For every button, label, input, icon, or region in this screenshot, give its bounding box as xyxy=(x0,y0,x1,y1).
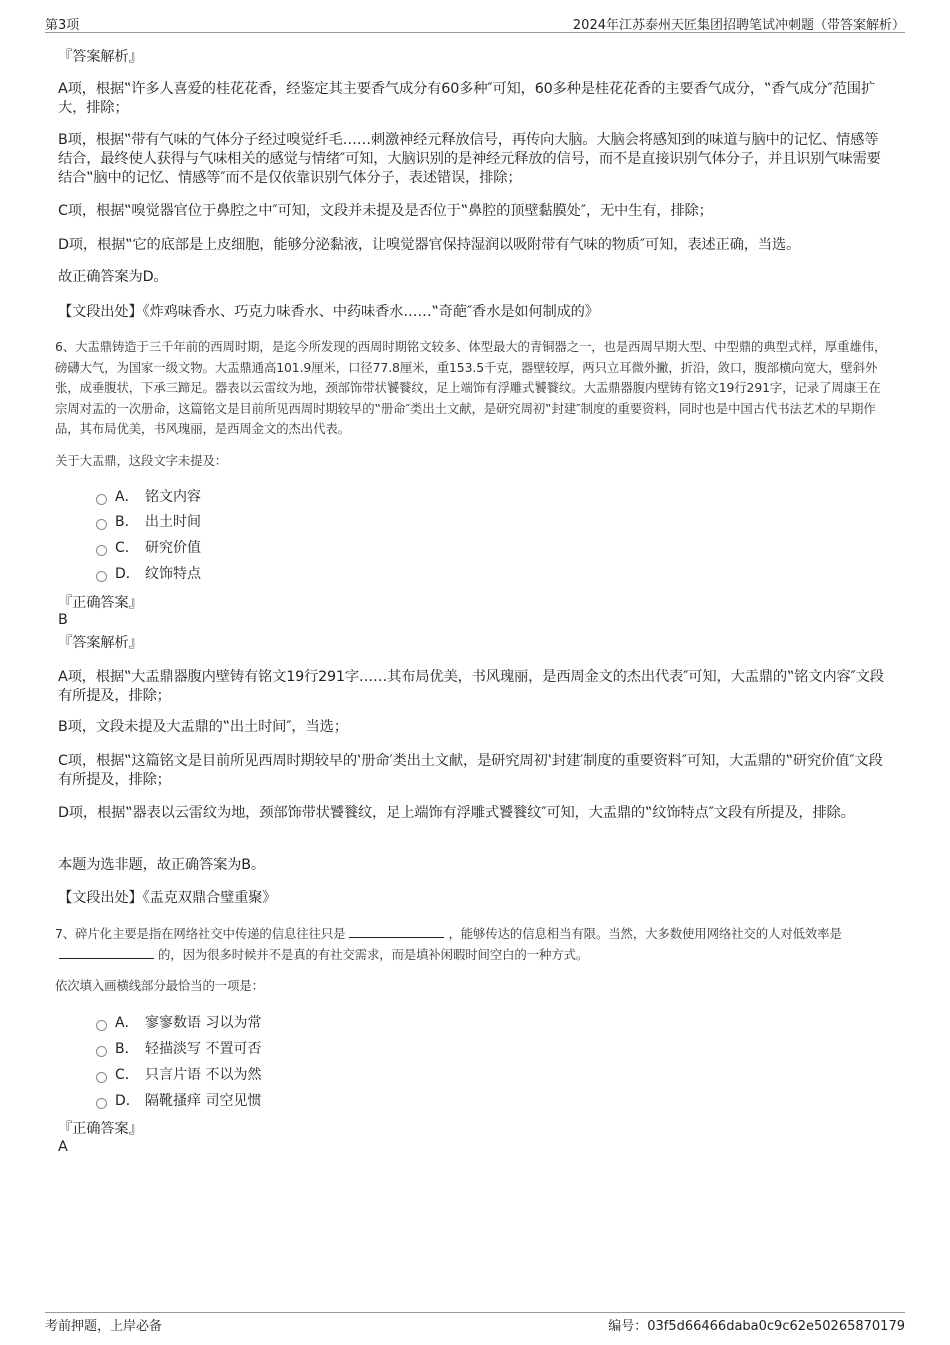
radio-icon[interactable] xyxy=(96,1046,107,1057)
analysis-a: A项，根据‟大盂鼎器腹内壁铸有铭文19行291字……其布局优美，书风瑰丽，是西周金文的杰出代表″可知，大盂鼎的‟铭文内容″文段有所提及，排除； xyxy=(58,669,884,704)
option-a[interactable]: A． 寥寥数语 习以为常 xyxy=(96,1014,261,1032)
analysis-b: B项，文段未提及大盂鼎的‟出土时间″，当选； xyxy=(58,719,348,735)
document-id: 编号：03f5d66466daba0c9c62e50265870179 xyxy=(608,1319,905,1334)
answer-heading: 『正确答案』 xyxy=(58,595,143,611)
option-d[interactable]: D． 纹饰特点 xyxy=(96,565,201,583)
question-6-prompt: 关于大盂鼎，这段文字未提及： xyxy=(55,453,228,468)
radio-icon[interactable] xyxy=(96,545,107,556)
analysis-heading: 『答案解析』 xyxy=(58,635,143,651)
option-b[interactable]: B． 出土时间 xyxy=(96,513,201,531)
document-title: 2024年江苏泰州天匠集团招聘笔试冲刺题（带答案解析） xyxy=(572,18,905,33)
analysis-c: C项，根据‟这篇铭文是目前所见西周时期较早的‛册命′类出土文献，是研究周初‛封建′制度的重要资料″可知，大盂鼎的‟研究价值″文段有所提及，排除； xyxy=(58,753,883,788)
answer-heading: 『正确答案』 xyxy=(58,1121,143,1137)
question-7-prompt: 依次填入画横线部分最恰当的一项是： xyxy=(55,978,264,993)
page-header xyxy=(45,14,905,33)
radio-icon[interactable] xyxy=(96,1020,107,1031)
question-7-stem: 7、碎片化主要是指在网络社交中传递的信息往往只是 ，能够传达的信息相当有限。当然，大多数使用网络社交的人对低效率是的，因为很多时候并不是真的有社交需求，而是填补闲暇时间空白的一种方式。 xyxy=(55,926,842,962)
analysis-a: A项，根据‟许多人喜爱的桂花花香，经鉴定其主要香气成分有60多种″可知，60多种是桂花花香的主要香气成分，‟香气成分″范围扩大，排除； xyxy=(58,81,875,116)
radio-icon[interactable] xyxy=(96,571,107,582)
page-number: 第3项 xyxy=(45,18,80,33)
radio-icon[interactable] xyxy=(96,1072,107,1083)
blank-line xyxy=(349,925,444,938)
analysis-heading: 『答案解析』 xyxy=(58,49,143,65)
option-a[interactable]: A． 铭文内容 xyxy=(96,488,201,506)
answer-value: B xyxy=(58,612,68,628)
page-footer xyxy=(45,1312,905,1334)
analysis-conclusion: 本题为选非题，故正确答案为B。 xyxy=(58,857,265,873)
radio-icon[interactable] xyxy=(96,494,107,505)
analysis-d: D项，根据‟它的底部是上皮细胞，能够分泌黏液，让嗅觉器官保持湿润以吸附带有气味的物质″可知，表述正确，当选。 xyxy=(58,237,801,253)
question-6-stem: 6、大盂鼎铸造于三千年前的西周时期，是迄今所发现的西周时期铭文较多、体型最大的青铜器之一，也是西周早期大型、中型鼎的典型式样，厚重雄伟，磅礴大气，为国家一级文物。大盂鼎通高101.9厘米，口径77.8厘米，重153.5千克，器壁较厚，两只立耳微外撇，折沿，敛口，腹部横向宽大，壁斜外张，成垂腹状，下承三蹄足。器表以云雷纹为地，颈部饰带状饕餮纹，足上端饰有浮雕式饕餮纹。大盂鼎器腹内壁铸有铭文19行291字，记录了周康王在宗周对盂的一次册命，这篇铭文是目前所见西周时期较早的‟册命″类出土文献，是研究周初‟封建″制度的重要资料，同时也是中国古代书法艺术的早期作品，其布局优美，书风瑰丽，是西周金文的杰出代表。 xyxy=(55,339,887,436)
blank-line xyxy=(59,946,154,959)
option-c[interactable]: C． 只言片语 不以为然 xyxy=(96,1066,261,1084)
option-b[interactable]: B． 轻描淡写 不置可否 xyxy=(96,1040,261,1058)
radio-icon[interactable] xyxy=(96,1098,107,1109)
answer-value: A xyxy=(58,1139,68,1155)
analysis-b: B项，根据‟带有气味的气体分子经过嗅觉纤毛……刺激神经元释放信号，再传向大脑。大脑会将感知到的味道与脑中的记忆、情感等结合，最终使人获得与气味相关的感觉与情绪″可知，大脑识别的是神经元释放的信号，而不是直接识别气体分子，并且识别气味需要结合‟脑中的记忆、情感等″而不是仅依靠识别气体分子，表述错误，排除； xyxy=(58,132,881,186)
analysis-conclusion: 故正确答案为D。 xyxy=(58,269,168,285)
analysis-d: D项，根据‟器表以云雷纹为地，颈部饰带状饕餮纹，足上端饰有浮雕式饕餮纹″可知，大盂鼎的‟纹饰特点″文段有所提及，排除。 xyxy=(58,805,855,821)
radio-icon[interactable] xyxy=(96,519,107,530)
footer-slogan: 考前押题，上岸必备 xyxy=(45,1319,163,1334)
option-c[interactable]: C． 研究价值 xyxy=(96,539,201,557)
text-source: 【文段出处】《盂克双鼎合璧重聚》 xyxy=(58,890,277,906)
option-d[interactable]: D． 隔靴搔痒 司空见惯 xyxy=(96,1092,261,1110)
text-source: 【文段出处】《炸鸡味香水、巧克力味香水、中药味香水……‟奇葩″香水是如何制成的》 xyxy=(58,304,599,320)
analysis-c: C项，根据‟嗅觉器官位于鼻腔之中″可知，文段并未提及是否位于‟鼻腔的顶壁黏膜处″，无中生有，排除； xyxy=(58,203,713,219)
